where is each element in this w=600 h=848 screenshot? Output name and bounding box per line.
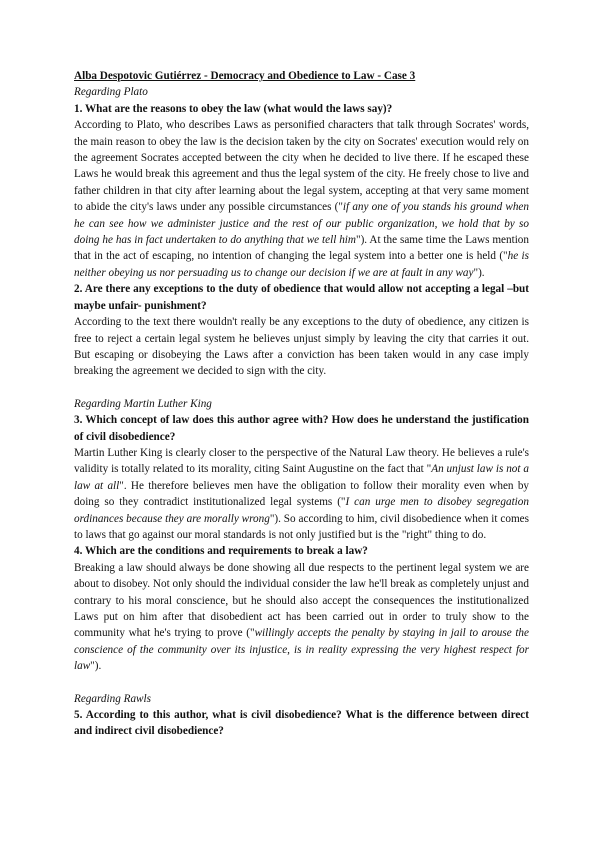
question-4: 4. Which are the conditions and requirements to break a law? bbox=[74, 545, 368, 558]
answer-3-quote: I can urge men to disobey segregation ordinances because they are morally wrong bbox=[74, 496, 529, 525]
answer-4 bbox=[74, 560, 529, 675]
answer-1-run: According to Plato, who describes Laws as personified characters that talk through Socrates' words, the main reason to obey the law is the decision taken by the city on Socrates' execution would rely on the agreement Socrates accepted between the city when he decided to live there. If he escaped these Laws he would break this agreement and thus the legal system of the city. He freely chose to live and father children in that city after learning about the legal system, accepting at that very same moment to abide the city's laws under any possible circumstances (" bbox=[74, 119, 529, 214]
question-5: 5. According to this author, what is civil disobedience? What is the difference between direct and indirect civil disobedience? bbox=[74, 709, 529, 738]
answer-1-quote: he is neither obeying us nor persuading us to change our decision if we are at fault in any way bbox=[74, 250, 529, 279]
answer-3-quote: An unjust law is not a law at all bbox=[74, 463, 529, 492]
question-1: 1. What are the reasons to obey the law (what would the laws say)? bbox=[74, 102, 393, 115]
answer-2 bbox=[74, 314, 529, 380]
answer-3-run: Martin Luther King is clearly closer to the perspective of the Natural Law theory. He believes a rule's validity is totally related to its morality, citing Saint Augustine on the fact that " bbox=[74, 446, 529, 476]
answer-2-run: According to the text there wouldn't really be any exceptions to the duty of obedience, any citizen is free to reject a certain legal system he believes unjust simply by leaving the city that carries it out. But escaping or disobeying the Laws after a conviction has been taken would in any case imply breaking the agreement we decided to sign with the city. bbox=[74, 316, 529, 378]
spacer bbox=[74, 380, 529, 396]
answer-1-run: "). At the same time the Laws mention that in the act of escaping, no intention of changing the legal system into a better one is held (" bbox=[74, 234, 529, 263]
document-page bbox=[74, 68, 529, 740]
answer-1-quote: if any one of you stands his ground when he can see how we administer justice and the rest of our public organization, we hold that by so doing he has in fact undertaken to do anything that we tell him bbox=[74, 201, 529, 247]
question-2: 2. Are there any exceptions to the duty of obedience that would allow not accepting a legal –but maybe unfair- punishment? bbox=[74, 283, 529, 312]
section-heading-mlk: Regarding Martin Luther King bbox=[74, 397, 212, 410]
answer-3-run: ". He therefore believes men have the obligation to follow their morality even when by doing so they contradict institutionalized legal systems (" bbox=[74, 479, 530, 509]
section-heading-plato: Regarding Plato bbox=[74, 86, 148, 99]
answer-3 bbox=[74, 445, 529, 543]
spacer bbox=[74, 675, 529, 691]
document-title: Alba Despotovic Gutiérrez - Democracy and Obedience to Law - Case 3 bbox=[74, 70, 416, 82]
answer-4-run: Breaking a law should always be done showing all due respects to the pertinent legal system we are about to disobey. Not only should the individual consider the law he'll break as completely unjust and contrary to his moral conscience, but he should also accept the consequences the institutionalized Laws put on him after that disobedient act has been carried out in order to truly show to the community what he's trying to prove (" bbox=[74, 561, 529, 640]
answer-1 bbox=[74, 117, 529, 281]
answer-4-run: "). bbox=[90, 660, 102, 673]
answer-1-run: "). bbox=[473, 266, 485, 279]
section-heading-rawls: Regarding Rawls bbox=[74, 692, 151, 705]
answer-3-run: "). So according to him, civil disobedience when it comes to laws that go against our moral standards is not only justified but is the "right" thing to do. bbox=[74, 512, 529, 541]
answer-4-quote: willingly accepts the penalty by staying in jail to arouse the conscience of the community over its injustice, is in reality expressing the very highest respect for law bbox=[74, 627, 529, 673]
question-3: 3. Which concept of law does this author agree with? How does he understand the justification of civil disobedience? bbox=[74, 414, 529, 443]
